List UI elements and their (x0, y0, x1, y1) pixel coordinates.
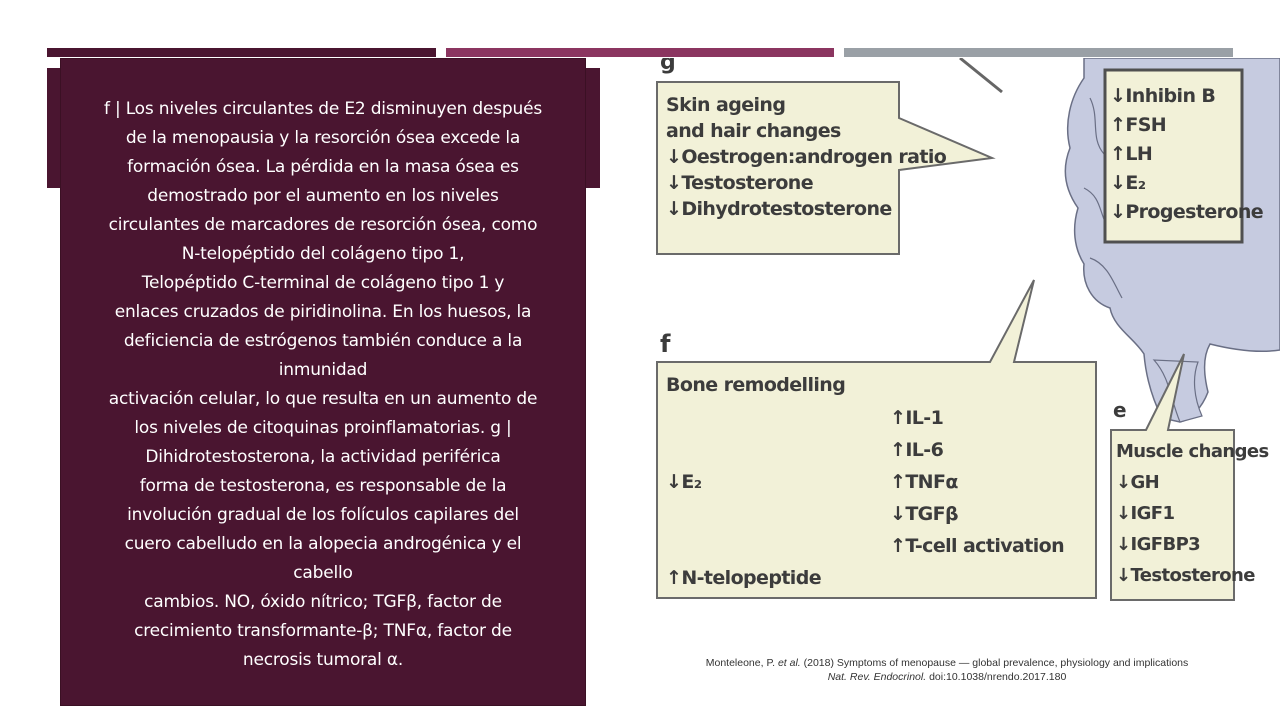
bone-item: ↓TGFβ (890, 503, 959, 525)
citation-line-2 (614, 670, 1280, 684)
bone-item: ↓E₂ (666, 471, 702, 493)
muscle-item: ↓Testosterone (1116, 565, 1255, 586)
panel-line: cabello (293, 563, 353, 583)
citation-line-1 (614, 656, 1280, 670)
citation-doi: doi:10.1038/nrendo.2017.180 (926, 671, 1067, 683)
citation-authors: Monteleone, P. (705, 657, 778, 669)
hormone-item: ↑FSH (1110, 114, 1167, 136)
panel-line: Dihidrotestosterona, la actividad periférica (145, 447, 501, 467)
muscle-box-text (1116, 436, 1269, 591)
connector-top (960, 58, 1002, 92)
bone-left-items (666, 402, 911, 662)
panel-line: forma de testosterona, es responsable de la (139, 476, 507, 496)
skin-title-line: Skin ageing (666, 94, 786, 116)
header-bar-middle (446, 48, 834, 57)
menopause-symptoms-figure (614, 58, 1280, 662)
bone-item: ↑T-cell activation (890, 535, 1065, 557)
citation-et-al: et al. (777, 657, 801, 669)
panel-line: necrosis tumoral α. (242, 650, 404, 670)
panel-line: f | Los niveles circulantes de E2 disminuyen después (103, 99, 543, 119)
label-g: g (660, 58, 676, 75)
panel-line: Telopéptido C-terminal de colágeno tipo 1 y (141, 273, 505, 293)
header-bar-right (844, 48, 1233, 57)
bone-item: ↑IL-6 (890, 439, 944, 461)
muscle-title: Muscle changes (1116, 441, 1269, 462)
skin-title-line: and hair changes (666, 120, 841, 142)
panel-line: involución gradual de los folículos capilares del (127, 505, 519, 525)
skin-item: ↓Dihydrotestosterone (666, 198, 892, 220)
bone-box-title: Bone remodelling (666, 374, 846, 396)
skin-item: ↓Testosterone (666, 172, 814, 194)
citation (614, 656, 1280, 684)
panel-line: N-telopéptido del colágeno tipo 1, (181, 244, 465, 264)
bone-right-items (890, 402, 1064, 562)
muscle-item: ↓GH (1116, 472, 1160, 493)
skin-box-text (666, 92, 946, 222)
panel-line: demostrado por el aumento en los niveles (147, 186, 499, 206)
bone-item: ↑TNFα (890, 471, 958, 493)
header-bar-left (47, 48, 436, 57)
panel-line: activación celular, lo que resulta en un aumento de (108, 389, 538, 409)
hormone-item: ↓E₂ (1110, 172, 1146, 194)
panel-line: cambios. NO, óxido nítrico; TGFβ, factor de (144, 592, 502, 612)
panel-line: de la menopausia y la resorción ósea excede la (125, 128, 521, 148)
label-f: f (660, 330, 671, 358)
panel-line: circulantes de marcadores de resorción ósea, como (108, 215, 538, 235)
bone-item: ↑N-telopeptide (666, 567, 822, 589)
hormone-item: ↑LH (1110, 143, 1153, 165)
label-e: e (1113, 398, 1127, 422)
panel-line: los niveles de citoquinas proinflamatorias. g | (134, 418, 512, 438)
skin-item: ↓Oestrogen:androgen ratio (666, 146, 947, 168)
panel-line: deficiencia de estrógenos también conduce a la (123, 331, 523, 351)
panel-line: crecimiento transformante-β; TNFα, factor de (134, 621, 512, 641)
hormone-item: ↓Progesterone (1110, 201, 1264, 223)
panel-line: enlaces cruzados de piridinolina. En los huesos, la (114, 302, 532, 322)
muscle-item: ↓IGFBP3 (1116, 534, 1201, 555)
panel-paragraph (71, 95, 575, 675)
muscle-item: ↓IGF1 (1116, 503, 1175, 524)
panel-line: cuero cabelludo en la alopecia androgénica y el (124, 534, 522, 554)
hormone-item: ↓Inhibin B (1110, 85, 1216, 107)
text-panel (60, 58, 586, 706)
hormone-box-text (1110, 82, 1263, 227)
citation-journal: Nat. Rev. Endocrinol. (827, 671, 927, 683)
bone-item: ↑IL-1 (890, 407, 944, 429)
panel-line: inmunidad (278, 360, 368, 380)
citation-title: (2018) Symptoms of menopause — global prevalence, physiology and implications (800, 657, 1189, 669)
panel-line: formación ósea. La pérdida en la masa ósea es (127, 157, 519, 177)
